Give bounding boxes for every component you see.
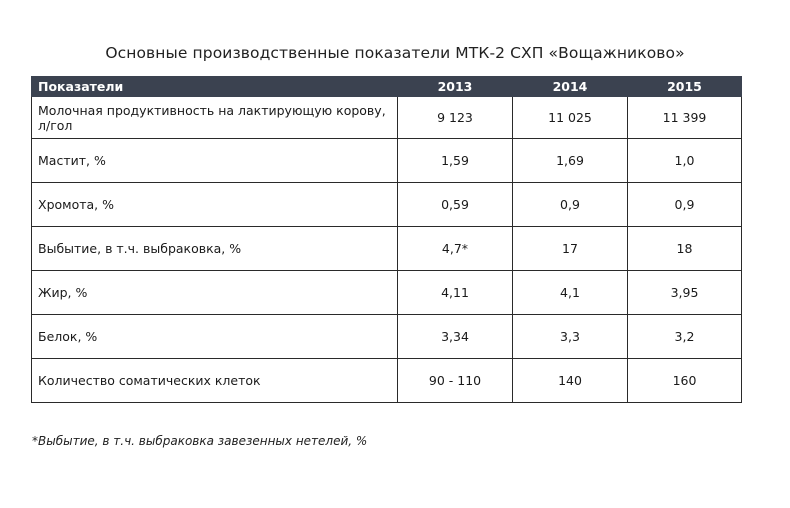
cell-value: 3,3: [513, 315, 628, 359]
indicators-table: [31, 76, 742, 403]
cell-value: 160: [628, 359, 742, 403]
page-title: Основные производственные показатели МТК-2 СХП «Вощажниково»: [105, 44, 685, 62]
footnote: *Выбытие, в т.ч. выбраковка завезенных нетелей, %: [32, 434, 368, 448]
cell-value: 1,59: [398, 139, 513, 183]
table-row: [32, 227, 742, 271]
cell-value: 3,34: [398, 315, 513, 359]
cell-value: 17: [513, 227, 628, 271]
cell-value: 140: [513, 359, 628, 403]
table-row: [32, 359, 742, 403]
row-label-culling: Выбытие, в т.ч. выбраковка, %: [32, 227, 398, 271]
cell-value: 0,59: [398, 183, 513, 227]
cell-value: 0,9: [513, 183, 628, 227]
row-label-protein: Белок, %: [32, 315, 398, 359]
cell-value: 90 - 110: [398, 359, 513, 403]
cell-value: 1,69: [513, 139, 628, 183]
cell-value: 9 123: [398, 97, 513, 139]
table-row: [32, 97, 742, 139]
cell-value: 0,9: [628, 183, 742, 227]
cell-value: 11 025: [513, 97, 628, 139]
cell-value: 3,95: [628, 271, 742, 315]
cell-value: 18: [628, 227, 742, 271]
table-row: [32, 271, 742, 315]
row-label-fat: Жир, %: [32, 271, 398, 315]
row-label-lameness: Хромота, %: [32, 183, 398, 227]
cell-value: 4,1: [513, 271, 628, 315]
header-year-2015: 2015: [628, 77, 742, 97]
row-label-milk-yield: Молочная продуктивность на лактирующую корову, л/гол: [32, 97, 398, 139]
table-row: [32, 183, 742, 227]
row-label-somatic-cells: Количество соматических клеток: [32, 359, 398, 403]
cell-value: 3,2: [628, 315, 742, 359]
header-year-2013: 2013: [398, 77, 513, 97]
header-indicators: Показатели: [32, 77, 398, 97]
row-label-mastitis: Мастит, %: [32, 139, 398, 183]
cell-value: 4,7*: [398, 227, 513, 271]
table-header-row: [32, 77, 742, 97]
table-row: [32, 315, 742, 359]
cell-value: 4,11: [398, 271, 513, 315]
header-year-2014: 2014: [513, 77, 628, 97]
cell-value: 1,0: [628, 139, 742, 183]
table-row: [32, 139, 742, 183]
cell-value: 11 399: [628, 97, 742, 139]
